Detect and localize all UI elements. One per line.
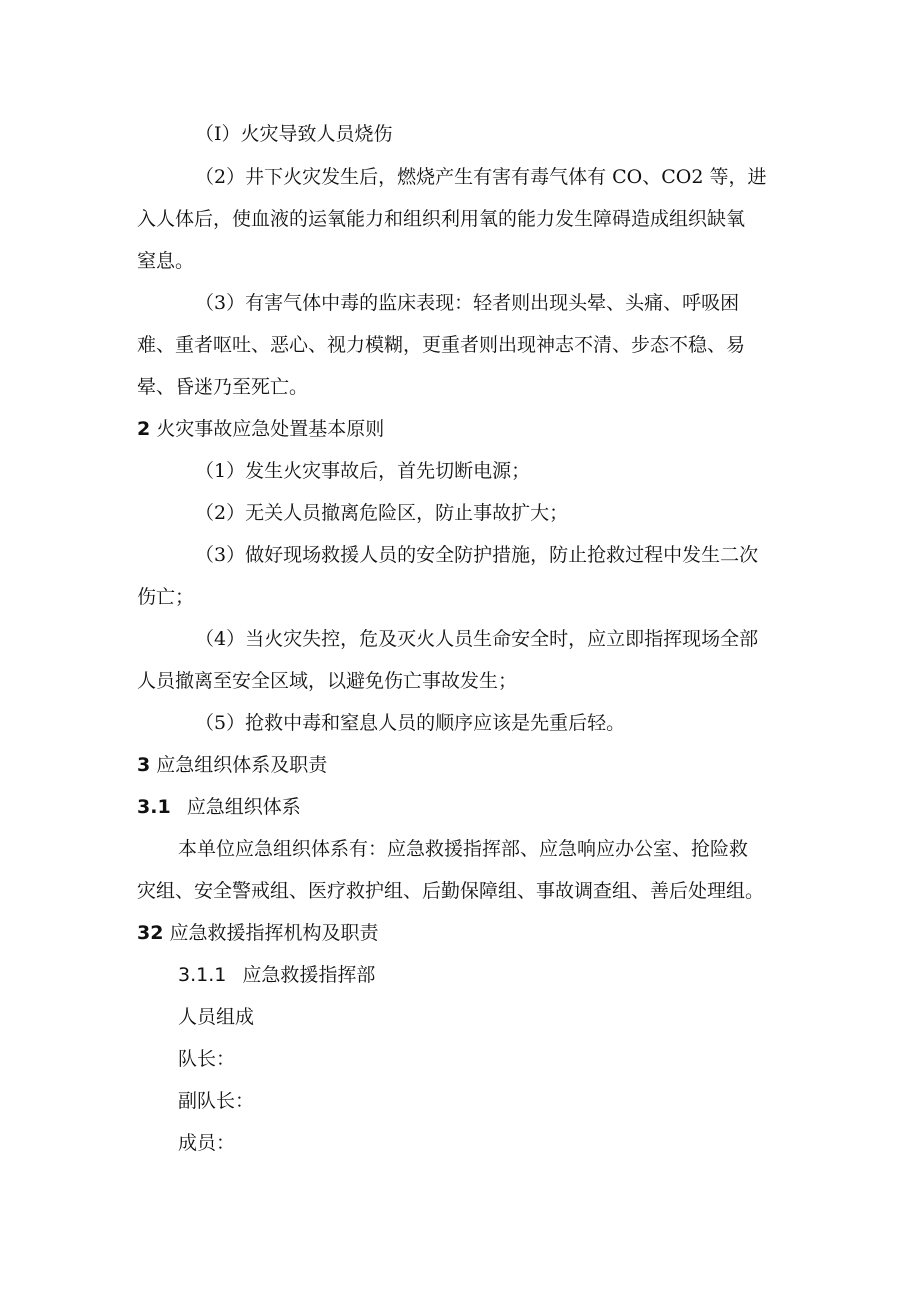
paragraph-line: 伤亡； [137, 586, 195, 608]
heading-text: 应急组织体系 [186, 796, 301, 818]
paragraph-line: （5）抢救中毒和窒息人员的顺序应该是先重后轻。 [195, 712, 626, 734]
heading-text: 火灾事故应急处置基本原则 [156, 418, 385, 440]
paragraph-line: 本单位应急组织体系有：应急救援指挥部、应急响应办公室、抢险救 [178, 838, 749, 860]
vice-captain-label: 副队长： [178, 1090, 255, 1112]
paragraph-line: 窒息。 [137, 250, 195, 272]
paragraph-line: （1）发生火灾事故后，首先切断电源； [195, 460, 531, 482]
paragraph-line: （2）无关人员撤离危险区，防止事故扩大； [195, 502, 569, 524]
paragraph-line: 人员撤离至安全区域，以避免伤亡事故发生； [137, 670, 518, 692]
heading-number: 3.1 [137, 796, 171, 818]
heading-number: 3 [137, 754, 151, 776]
heading-text: 应急救援指挥部 [242, 964, 376, 986]
section-heading-2 [137, 415, 384, 443]
heading-text: 应急组织体系及职责 [156, 754, 328, 776]
paragraph-line: （2）井下火灾发生后，燃烧产生有害有毒气体有 CO、CO2 等，进 [195, 166, 767, 188]
members-label: 成员： [178, 1132, 236, 1154]
paragraph-line: 灾组、安全警戒组、医疗救护组、后勤保障组、事故调查组、善后处理组。 [137, 880, 765, 902]
section-heading-3 [137, 751, 327, 779]
captain-label: 队长： [178, 1048, 236, 1070]
paragraph-line: （I）火灾导致人员烧伤 [195, 123, 393, 145]
heading-text: 应急救援指挥机构及职责 [169, 922, 379, 944]
section-heading-3-1 [137, 793, 301, 821]
member-title: 人员组成 [178, 1006, 255, 1028]
section-heading-3-2 [137, 919, 379, 947]
paragraph-line: 晕、昏迷乃至死亡。 [137, 376, 309, 398]
paragraph-line: （3）做好现场救援人员的安全防护措施，防止抢救过程中发生二次 [195, 544, 759, 566]
paragraph-line: 入人体后，使血液的运氧能力和组织利用氧的能力发生障碍造成组织缺氧 [137, 208, 746, 230]
heading-number: 2 [137, 418, 151, 440]
section-heading-3-1-1 [178, 961, 375, 989]
paragraph-line: （4）当火灾失控，危及灭火人员生命安全时，应立即指挥现场全部 [195, 628, 759, 650]
paragraph-line: 难、重者呕吐、恶心、视力模糊，更重者则出现神志不清、步态不稳、易 [137, 334, 746, 356]
paragraph-line: （3）有害气体中毒的监床表现：轻者则出现头晕、头痛、呼吸困 [195, 292, 740, 314]
heading-number: 3.1.1 [178, 964, 227, 986]
heading-number: 32 [137, 922, 164, 944]
